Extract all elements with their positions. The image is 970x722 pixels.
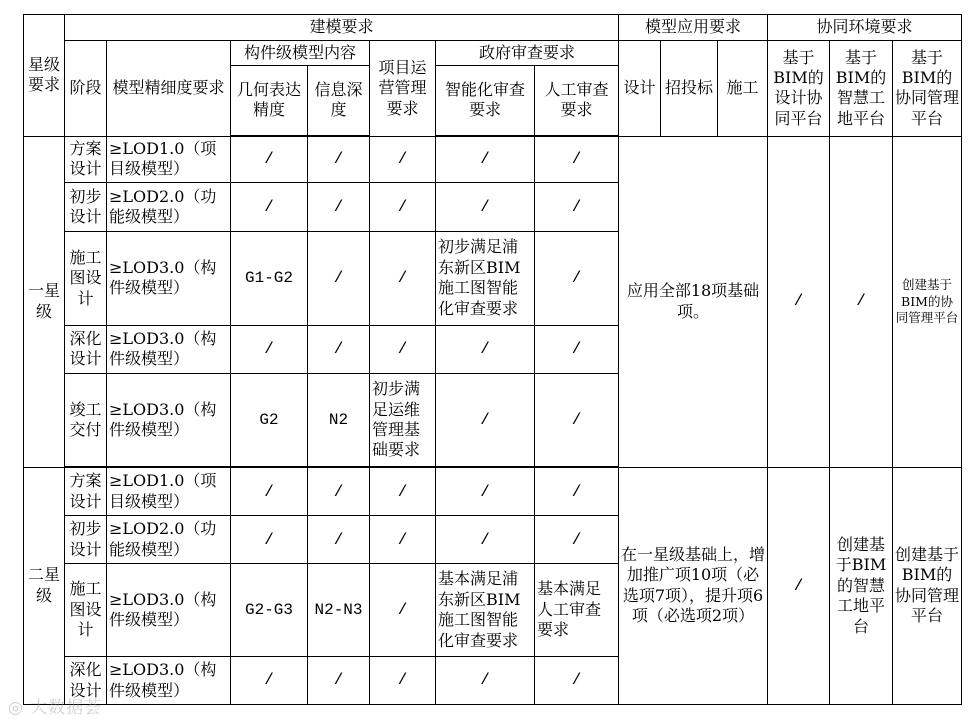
geometry-cell: / xyxy=(231,516,308,564)
watermark-text: 大数据荟 xyxy=(30,698,103,718)
stage-cell: 方案设计 xyxy=(65,136,107,183)
design-platform-cell: / xyxy=(768,467,830,704)
smart-review-cell: / xyxy=(436,326,535,374)
geometry-cell: / xyxy=(231,326,308,374)
info-depth-cell: / xyxy=(308,183,370,232)
stage-cell: 初步设计 xyxy=(65,516,107,564)
site-platform-cell: 创建基于BIM的智慧工地平台 xyxy=(830,467,893,704)
mgmt-platform-cell: 创建基于BIM的协同管理平台 xyxy=(893,136,962,467)
header-site-platform: 基于BIM的智慧工地平台 xyxy=(830,41,893,136)
project-ops-cell: / xyxy=(370,183,436,232)
watermark xyxy=(8,693,102,718)
lod-cell: ≥LOD3.0（构件级模型） xyxy=(107,657,231,705)
stage-cell: 深化设计 xyxy=(65,326,107,374)
manual-review-cell: / xyxy=(535,183,619,232)
smart-review-cell: / xyxy=(436,136,535,183)
site-platform-cell: / xyxy=(830,136,893,467)
level-label: 二星级 xyxy=(24,467,65,704)
header-info-depth: 信息深度 xyxy=(308,65,370,136)
manual-review-cell: / xyxy=(535,467,619,516)
project-ops-cell: / xyxy=(370,516,436,564)
header-geometry: 几何表达精度 xyxy=(231,65,308,136)
info-depth-cell: / xyxy=(308,231,370,325)
geometry-cell: / xyxy=(231,136,308,183)
mgmt-platform-cell: 创建基于BIM的协同管理平台 xyxy=(893,467,962,704)
manual-review-cell: / xyxy=(535,326,619,374)
header-model-application: 模型应用要求 xyxy=(619,15,768,41)
geometry-cell: / xyxy=(231,657,308,705)
header-design-platform: 基于BIM的设计协同平台 xyxy=(768,41,830,136)
geometry-cell: / xyxy=(231,183,308,232)
info-depth-cell: / xyxy=(308,136,370,183)
header-stage: 阶段 xyxy=(65,41,107,136)
lod-cell: ≥LOD2.0（功能级模型） xyxy=(107,516,231,564)
lod-cell: ≥LOD1.0（项目级模型） xyxy=(107,467,231,516)
info-depth-cell: / xyxy=(308,326,370,374)
info-depth-cell: N2-N3 xyxy=(308,564,370,657)
header-smart-review: 智能化审查要求 xyxy=(436,65,535,136)
manual-review-cell: / xyxy=(535,373,619,467)
header-lod: 模型精细度要求 xyxy=(107,41,231,136)
lod-cell: ≥LOD3.0（构件级模型） xyxy=(107,373,231,467)
geometry-cell: G2-G3 xyxy=(231,564,308,657)
level-label: 一星级 xyxy=(24,136,65,467)
info-depth-cell: N2 xyxy=(308,373,370,467)
header-bidding: 招投标 xyxy=(661,41,718,136)
header-construction: 施工 xyxy=(718,41,768,136)
project-ops-cell: / xyxy=(370,564,436,657)
stage-cell: 深化设计 xyxy=(65,657,107,705)
smart-review-cell: / xyxy=(436,467,535,516)
info-depth-cell: / xyxy=(308,467,370,516)
info-depth-cell: / xyxy=(308,657,370,705)
watermark-logo-icon: ◎ xyxy=(8,698,31,718)
geometry-cell: / xyxy=(231,467,308,516)
manual-review-cell: / xyxy=(535,657,619,705)
manual-review-cell: 基本满足人工审查要求 xyxy=(535,564,619,657)
project-ops-cell: / xyxy=(370,657,436,705)
smart-review-cell: 基本满足浦东新区BIM施工图智能化审查要求 xyxy=(436,564,535,657)
header-manual-review: 人工审查要求 xyxy=(535,65,619,136)
smart-review-cell: / xyxy=(436,657,535,705)
geometry-cell: G1-G2 xyxy=(231,231,308,325)
bim-star-level-requirements-table xyxy=(23,14,962,705)
lod-cell: ≥LOD2.0（功能级模型） xyxy=(107,183,231,232)
lod-cell: ≥LOD3.0（构件级模型） xyxy=(107,231,231,325)
header-modeling: 建模要求 xyxy=(65,15,619,41)
smart-review-cell: / xyxy=(436,373,535,467)
geometry-cell: G2 xyxy=(231,373,308,467)
lod-cell: ≥LOD3.0（构件级模型） xyxy=(107,326,231,374)
manual-review-cell: / xyxy=(535,231,619,325)
project-ops-cell: / xyxy=(370,467,436,516)
model-application-cell: 在一星级基础上，增加推广项10项（必选项7项），提升项6项（必选项2项） xyxy=(619,467,768,704)
header-project-ops: 项目运营管理要求 xyxy=(370,41,436,136)
manual-review-cell: / xyxy=(535,136,619,183)
lod-cell: ≥LOD1.0（项目级模型） xyxy=(107,136,231,183)
smart-review-cell: / xyxy=(436,183,535,232)
lod-cell: ≥LOD3.0（构件级模型） xyxy=(107,564,231,657)
project-ops-cell: 初步满足运维管理基础要求 xyxy=(370,373,436,467)
stage-cell: 方案设计 xyxy=(65,467,107,516)
project-ops-cell: / xyxy=(370,231,436,325)
project-ops-cell: / xyxy=(370,136,436,183)
header-gov-review: 政府审查要求 xyxy=(436,41,619,65)
manual-review-cell: / xyxy=(535,516,619,564)
header-star-level: 星级要求 xyxy=(24,15,65,137)
stage-cell: 施工图设计 xyxy=(65,564,107,657)
smart-review-cell: / xyxy=(436,516,535,564)
project-ops-cell: / xyxy=(370,326,436,374)
stage-cell: 竣工交付 xyxy=(65,373,107,467)
info-depth-cell: / xyxy=(308,516,370,564)
header-mgmt-platform: 基于BIM的协同管理平台 xyxy=(893,41,962,136)
smart-review-cell: 初步满足浦东新区BIM施工图智能化审查要求 xyxy=(436,231,535,325)
stage-cell: 初步设计 xyxy=(65,183,107,232)
stage-cell: 施工图设计 xyxy=(65,231,107,325)
header-design: 设计 xyxy=(619,41,661,136)
header-component-content: 构件级模型内容 xyxy=(231,41,370,65)
design-platform-cell: / xyxy=(768,136,830,467)
header-collab-env: 协同环境要求 xyxy=(768,15,962,41)
model-application-cell: 应用全部18项基础项。 xyxy=(619,136,768,467)
